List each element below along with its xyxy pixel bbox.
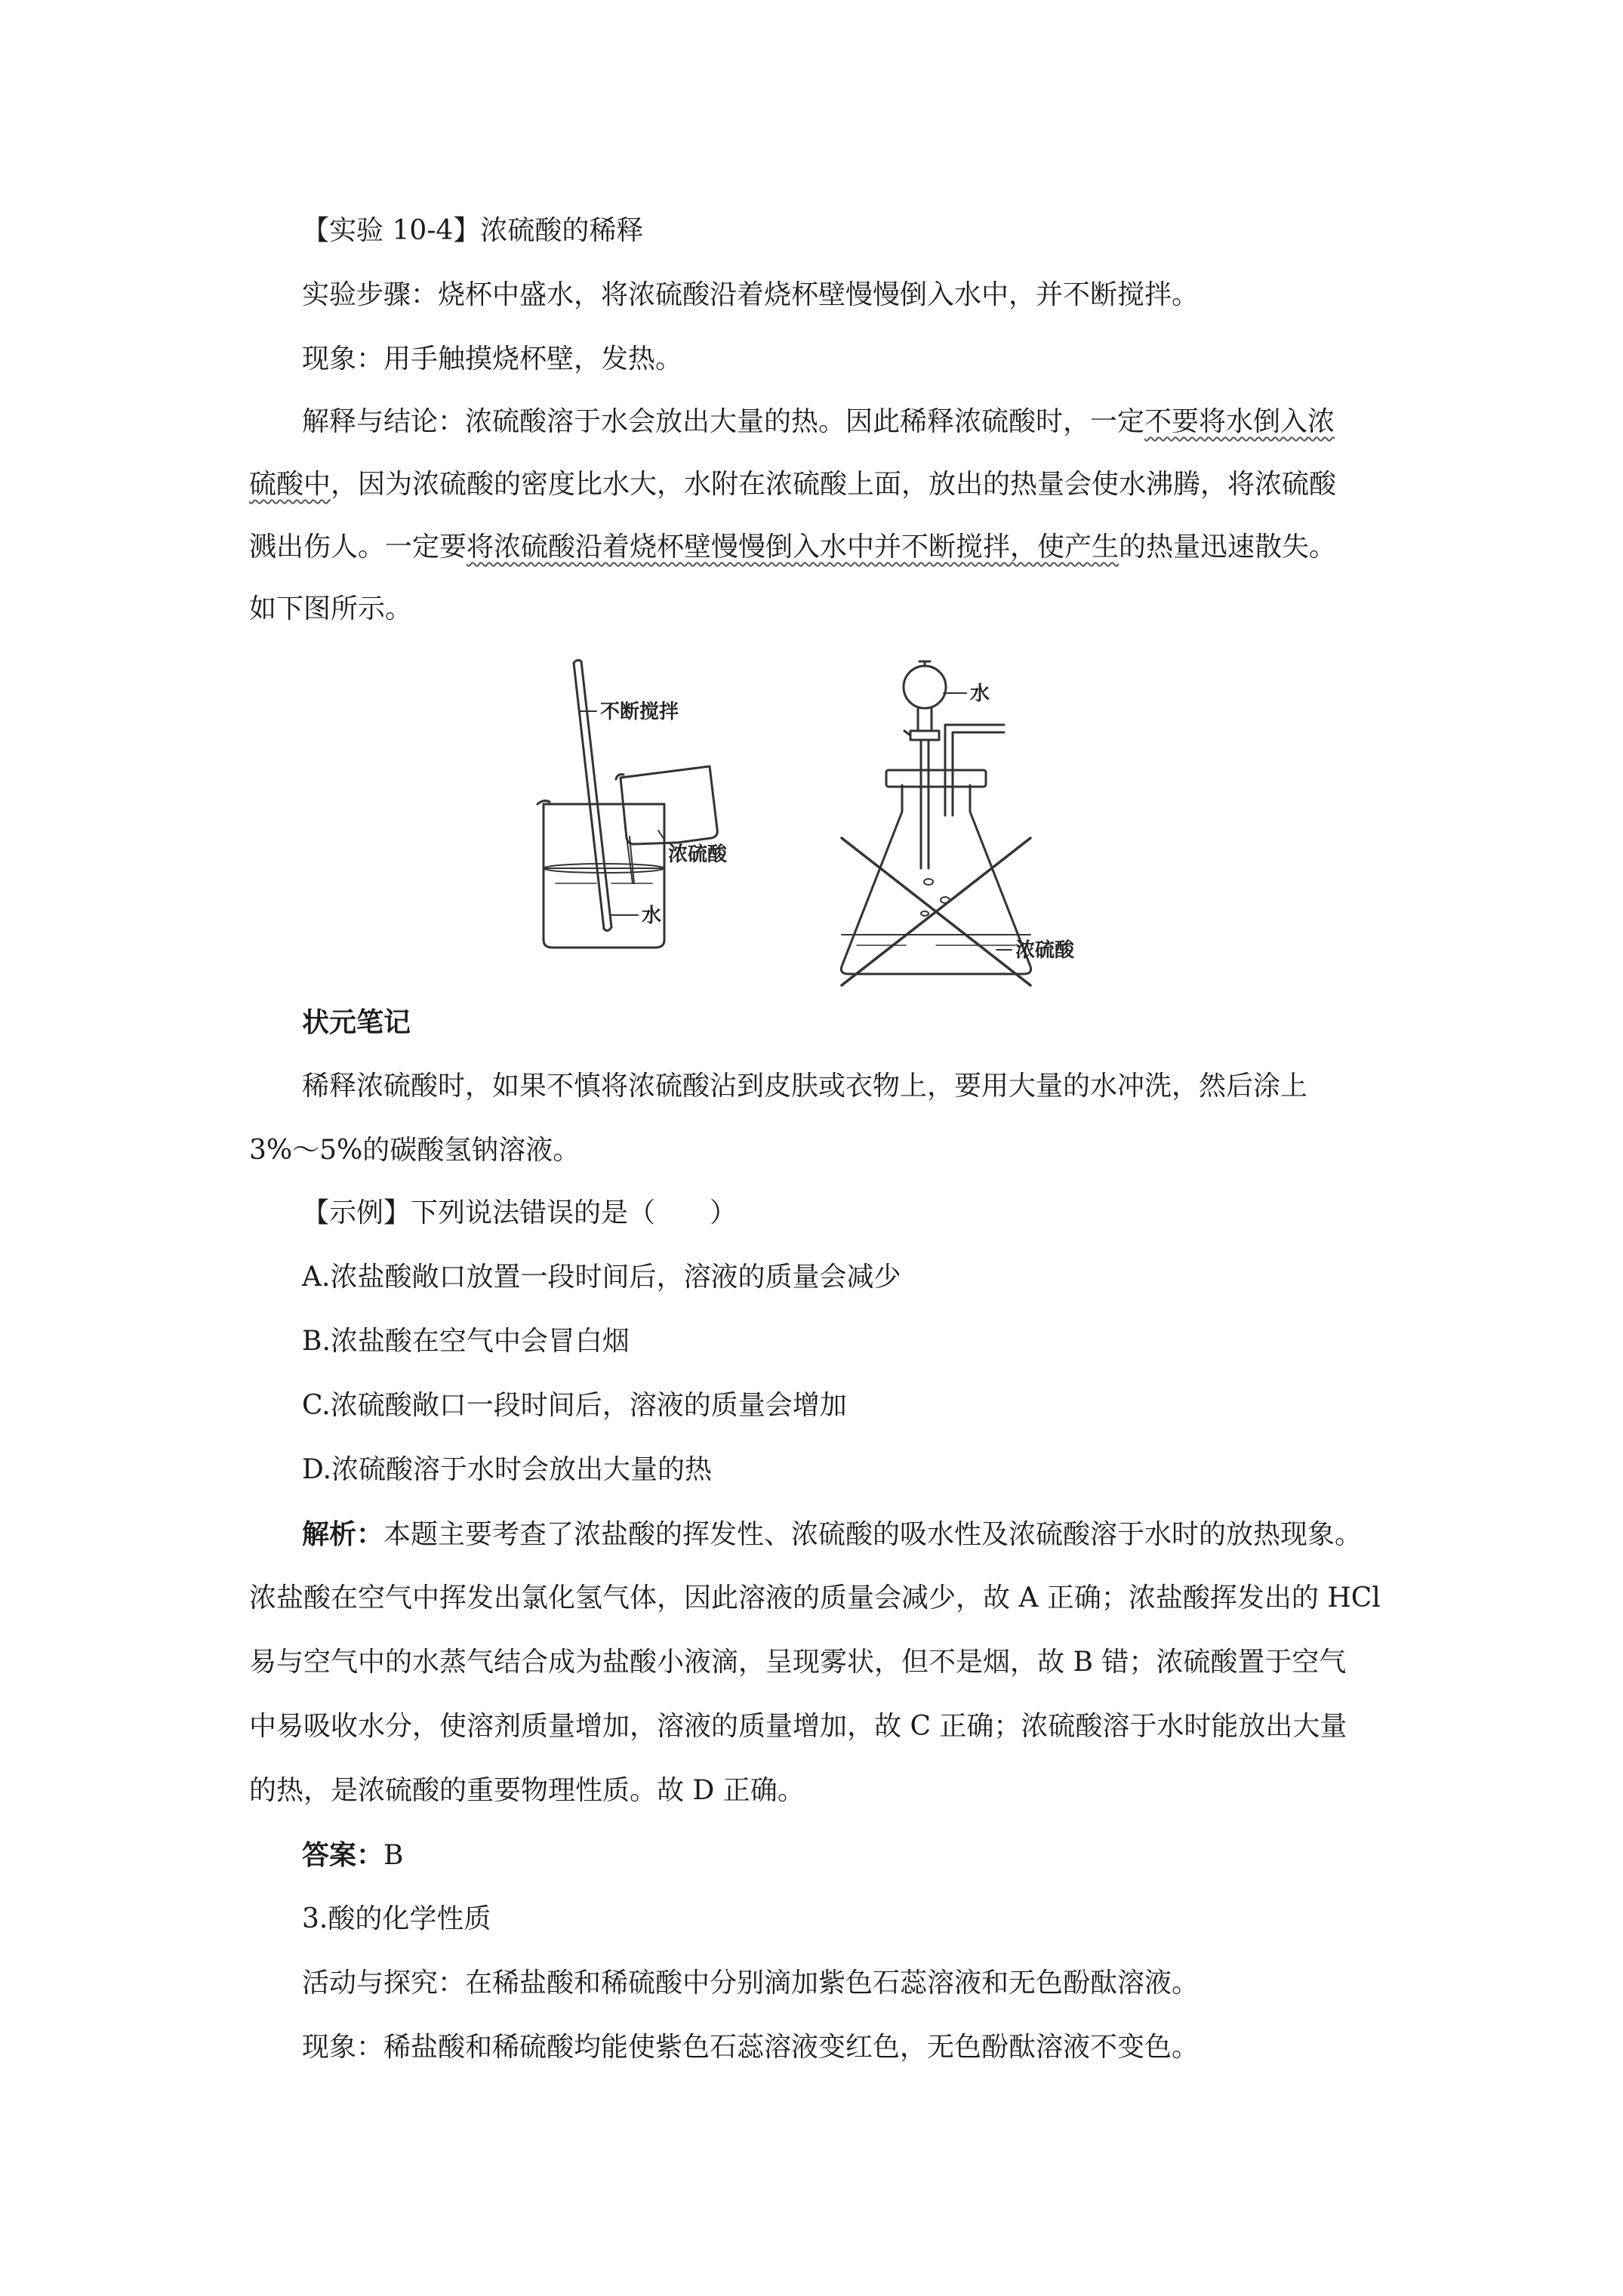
example-question: 【示例】下列说法错误的是（ ） xyxy=(302,1197,738,1228)
analysis-line-1 xyxy=(302,1516,1362,1553)
experiment-steps: 实验步骤：烧杯中盛水，将浓硫酸沿着烧杯壁慢慢倒入水中，并不断搅拌。 xyxy=(302,279,1200,310)
example-option-d: D.浓硫酸溶于水时会放出大量的热 xyxy=(302,1454,713,1485)
analysis-label: 解析： xyxy=(302,1518,384,1550)
label-stir: 不断搅拌 xyxy=(600,701,679,723)
example-option-c: C.浓硫酸敞口一段时间后，溶液的质量会增加 xyxy=(302,1390,847,1421)
label-water-left: 水 xyxy=(642,905,662,927)
droplet-icon xyxy=(921,911,929,916)
example-option-a: A.浓盐酸敞口放置一段时间后，溶液的质量会减少 xyxy=(302,1262,901,1293)
experiment-phenomenon: 现象：用手触摸烧杯壁，发热。 xyxy=(302,344,683,374)
example-option-b: B.浓盐酸在空气中会冒白烟 xyxy=(302,1326,630,1357)
label-water-right: 水 xyxy=(970,683,990,705)
analysis-text: 本题主要考查了浓盐酸的挥发性、浓硫酸的吸水性及浓硫酸溶于水时的放热现象。 xyxy=(383,1519,1363,1550)
analysis-line-3: 易与空气中的水蒸气结合成为盐酸小液滴，呈现雾状，但不是烟，故 B 错；浓硫酸置于空气 xyxy=(249,1647,1347,1678)
analysis-line-5: 的热，是浓硫酸的重要物理性质。故 D 正确。 xyxy=(249,1775,805,1806)
separatory-funnel-icon xyxy=(904,661,946,868)
conical-flask-icon xyxy=(841,770,1030,974)
explanation-line-4: 如下图所示。 xyxy=(249,593,413,624)
section3-activity: 活动与探究：在稀盐酸和稀硫酸中分别滴加紫色石蕊溶液和无色酚酞溶液。 xyxy=(302,1968,1200,1999)
explanation-line-3 xyxy=(249,529,1336,566)
explanation-text: ，因为浓硫酸的密度比水大，水附在浓硫酸上面，放出的热量会使水沸腾，将浓硫酸 xyxy=(331,469,1337,500)
label-acid-left: 浓硫酸 xyxy=(668,843,728,866)
wavy-emphasis: 不要将水倒入浓 xyxy=(1144,406,1335,437)
wavy-emphasis: 硫酸中 xyxy=(249,469,331,500)
note-line-2: 3%～5%的碳酸氢钠溶液。 xyxy=(249,1135,581,1166)
wavy-emphasis: 将浓硫酸沿着烧杯壁慢慢倒入水中并不断搅拌，使产生 xyxy=(467,532,1119,562)
explanation-text: 解释与结论：浓硫酸溶于水会放出大量的热。因此稀释浓硫酸时，一定 xyxy=(302,406,1145,437)
analysis-line-4: 中易吸收水分，使溶剂质量增加，溶液的质量增加，故 C 正确；浓硫酸溶于水时能放出大量 xyxy=(249,1711,1347,1742)
explanation-line-1 xyxy=(302,404,1335,440)
analysis-line-2: 浓盐酸在空气中挥发出氯化氢气体，因此溶液的质量会减少，故 A 正确；浓盐酸挥发出的 HCl xyxy=(249,1583,1381,1613)
note-line-1: 稀释浓硫酸时，如果不慎将浓硫酸沾到皮肤或衣物上，要用大量的水冲洗，然后涂上 xyxy=(302,1071,1308,1102)
droplet-icon xyxy=(924,879,933,885)
dilution-figure xyxy=(483,642,1178,989)
explanation-text: 溅出伤人。一定要 xyxy=(249,532,467,562)
experiment-title: 【实验 10-4】浓硫酸的稀释 xyxy=(302,215,644,246)
explanation-line-2 xyxy=(249,467,1336,503)
dilution-diagram xyxy=(483,642,1178,989)
explanation-text: 的热量迅速散失。 xyxy=(1119,532,1337,562)
label-acid-right: 浓硫酸 xyxy=(1015,939,1075,962)
answer-line xyxy=(302,1837,403,1874)
section3-title: 3.酸的化学性质 xyxy=(302,1903,491,1934)
answer-value: B xyxy=(383,1840,404,1871)
section3-phenomenon: 现象：稀盐酸和稀硫酸均能使紫色石蕊溶液变红色，无色酚酞溶液不变色。 xyxy=(302,2032,1200,2063)
note-heading: 状元笔记 xyxy=(302,1006,411,1038)
answer-label: 答案： xyxy=(302,1839,384,1871)
